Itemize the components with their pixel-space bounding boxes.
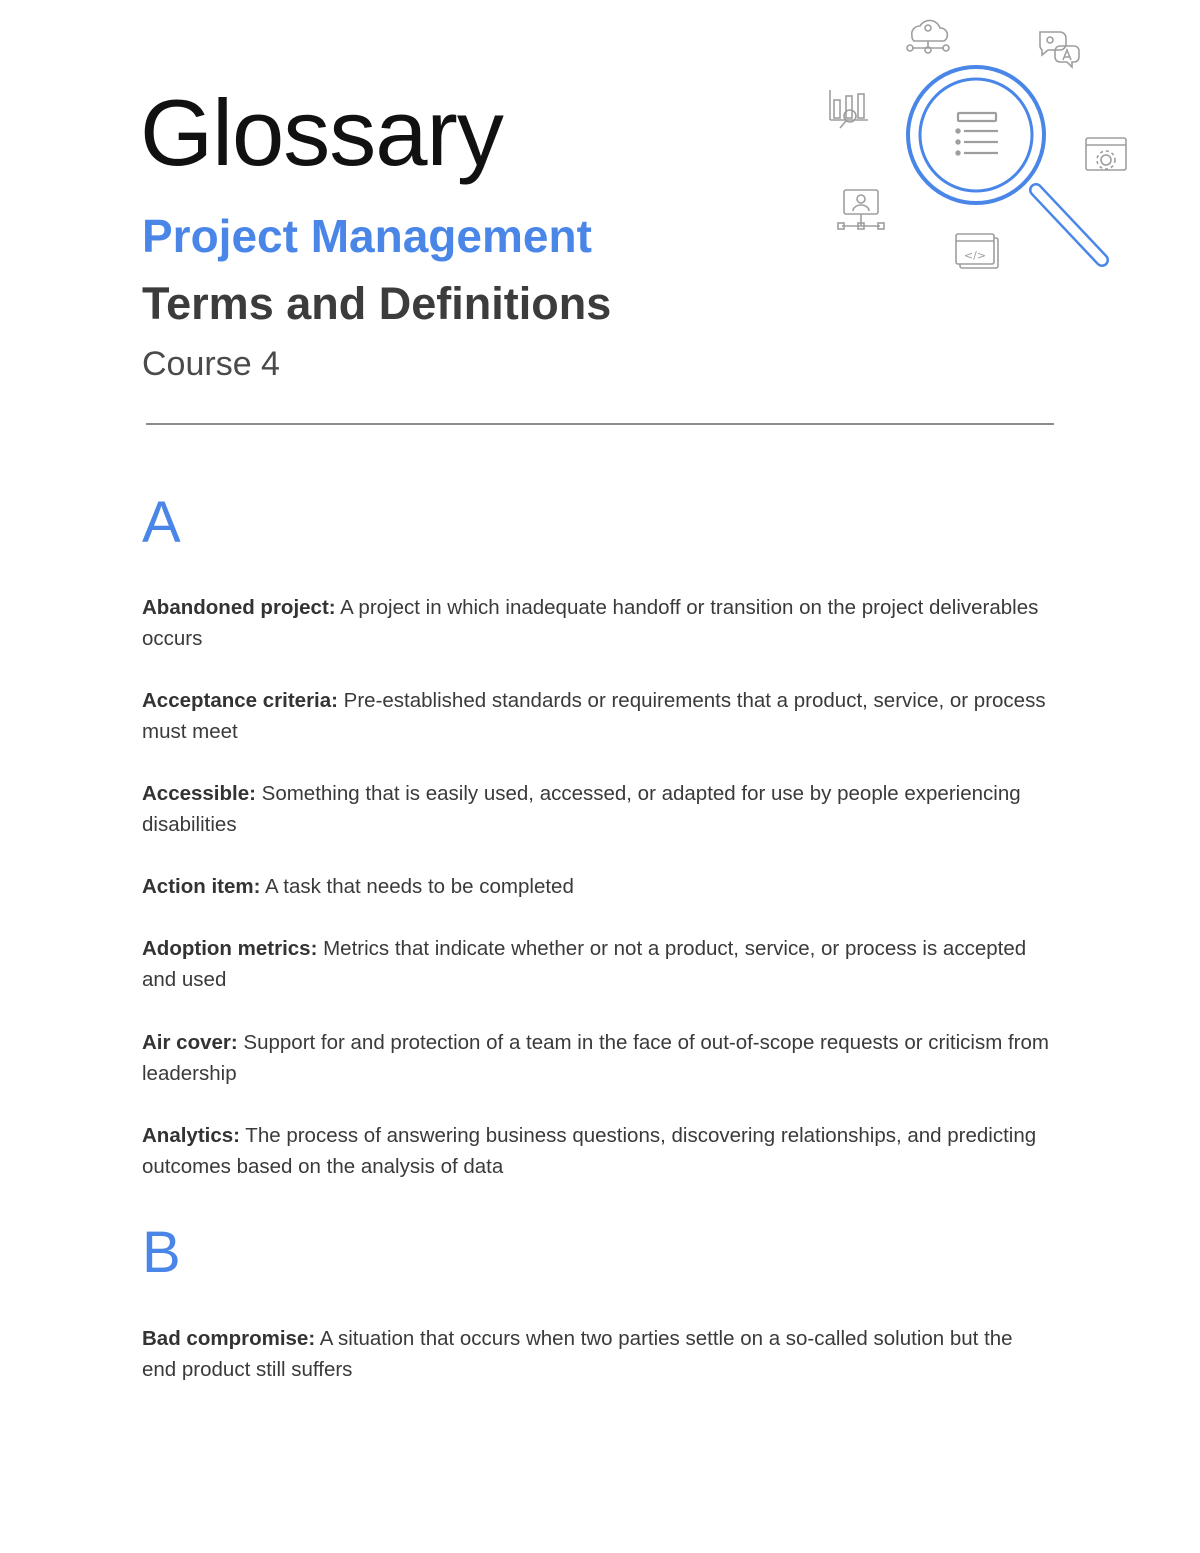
glossary-definition: Something that is easily used, accessed, or adapted for use by people experiencing disabilities <box>142 782 1021 836</box>
glossary-entry <box>142 1323 1052 1385</box>
chat-translate-icon <box>1040 32 1079 67</box>
header-illustration <box>820 0 1140 290</box>
magnifying-glass-list-icon <box>908 67 1102 260</box>
glossary-term: Air cover: <box>142 1031 238 1054</box>
glossary-term: Acceptance criteria: <box>142 689 338 712</box>
header-divider <box>146 423 1054 425</box>
glossary-entry <box>142 778 1052 840</box>
glossary-definition: A situation that occurs when two parties settle on a so-called solution but the end product still suffers <box>142 1327 1013 1381</box>
glossary-entry <box>142 871 1052 902</box>
user-org-chart-icon <box>838 190 884 229</box>
glossary-definition: Metrics that indicate whether or not a product, service, or process is accepted and used <box>142 937 1027 991</box>
glossary-term: Abandoned project: <box>142 596 336 619</box>
glossary-term: Bad compromise: <box>142 1327 316 1350</box>
glossary-term: Adoption metrics: <box>142 937 318 960</box>
glossary-term: Action item: <box>142 875 261 898</box>
glossary-term: Accessible: <box>142 782 256 805</box>
glossary-definition: The process of answering business questions, discovering relationships, and predicting outcomes based on the analysis of data <box>142 1124 1037 1178</box>
page-title: Glossary <box>140 80 503 185</box>
cloud-network-icon <box>907 20 949 53</box>
glossary-entry <box>142 1027 1052 1089</box>
page-subtitle: Project Management <box>142 210 592 262</box>
section-letter-a: A <box>142 490 181 555</box>
settings-window-icon <box>1086 138 1126 170</box>
page-subhead: Terms and Definitions <box>142 278 612 329</box>
glossary-definition: Pre-established standards or requirements that a product, service, or process must meet <box>142 689 1046 743</box>
section-letter-b: B <box>142 1220 181 1285</box>
glossary-entry <box>142 933 1052 995</box>
glossary-entry <box>142 685 1052 747</box>
chart-search-icon <box>830 90 868 128</box>
glossary-entry <box>142 592 1052 654</box>
glossary-entry <box>142 1120 1052 1182</box>
code-window-label: </> <box>963 249 987 262</box>
glossary-definition: A task that needs to be completed <box>260 875 574 898</box>
course-label: Course 4 <box>142 345 280 383</box>
glossary-definition: Support for and protection of a team in the face of out-of-scope requests or criticism from leadership <box>142 1031 1049 1085</box>
glossary-term: Analytics: <box>142 1124 240 1147</box>
glossary-definition: A project in which inadequate handoff or transition on the project deliverables occurs <box>142 596 1039 650</box>
